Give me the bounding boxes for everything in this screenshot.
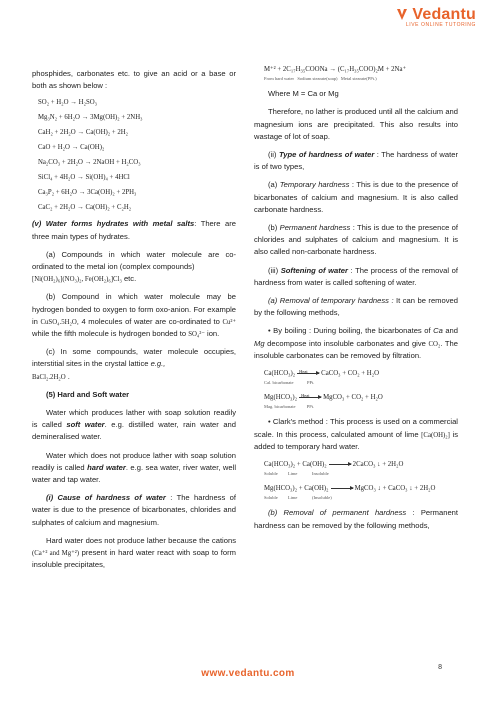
vedantu-logo-icon xyxy=(396,8,408,22)
where-line: Where M = Ca or Mg xyxy=(268,89,339,99)
brand-tagline: LIVE ONLINE TUTORING xyxy=(405,22,476,29)
hydrates-b: (b) Compound in which water molecule may be hydrogen bonded to oxygen to form oxo-anion. For example in CuSO₄.5H₂O, 4 molecules of water are co-ordinated to Cu²⁺ while the fifth molecule is hydrogen bonded to SO₄²⁻ ion. xyxy=(32,292,236,339)
section-heading-hard-soft: (5) Hard and Soft water xyxy=(46,389,130,399)
cause-of-hardness: (i) Cause of hardness of water : The hardness of water is due to the presence of bicarbonates, chlorides and sulphates of calcium and magnesium. xyxy=(32,493,236,527)
equation-3: CaH₂ + 2H₂O → Ca(OH)₂ + 2H₂ xyxy=(38,129,129,137)
equation-8: CaC₂ + 2H₂O → Ca(OH)₂ + C₂H₂ xyxy=(38,204,132,212)
removal-permanent: (b) Removal of permanent hardness : Permanent hardness can be removed by the following methods, xyxy=(254,508,458,530)
boiling-reaction-ca: Ca(HCO₃)₂ Heat CaCO₃ + CO₂ + H₂O Cal. bicarbonate PPt. xyxy=(264,369,379,386)
brand-name: Vedantu xyxy=(412,6,476,23)
heat-arrow: Heat xyxy=(299,397,321,398)
removal-temporary: (a) Removal of temporary hardness : It can be removed by the following methods, xyxy=(254,296,458,318)
page-number: 8 xyxy=(438,664,442,671)
clark-reaction-ca: Ca(HCO₃)₂ + Ca(OH)₂ 2CaCO₃ ↓ + 2H₂O Soluble Lime Insoluble xyxy=(264,461,404,477)
by-boiling: • By boiling : During boiling, the bicarbonates of Ca and Mg decompose into insoluble carbonates and give CO₂. The insoluble carbonates can be removed by filtration. xyxy=(254,326,459,360)
hydrates-a: (a) Compounds in which water molecule are co-ordinated to the metal ion (complex compounds) [Ni(OH₂)₆](NO₃)₂, Fe(OH₂)₆]Cl₃ etc. xyxy=(32,249,236,284)
soft-water-paragraph: Water which produces lather with soap solution readily is called soft water. e.g. distilled water, rain water and demineralised water. xyxy=(32,408,236,442)
footer-url[interactable]: www.vedantu.com xyxy=(201,668,295,679)
hydrates-paragraph: (v) Water forms hydrates with metal salts: There are three main types of hydrates. xyxy=(32,219,236,241)
therefore-paragraph: Therefore, no lather is produced until all the calcium and magnesium ions are precipitated. This also results into wastage of lot of soap. xyxy=(254,107,458,141)
hard-water-lather: Hard water does not produce lather because the cations (Ca⁺² and Mg⁺²) present in hard water react with soap to form insoluble precipitates, xyxy=(32,535,236,570)
vedantu-logo xyxy=(396,6,476,28)
equation-2: Mg₃N₂ + 6H₂O → 3Mg(OH)₂ + 2NH₃ xyxy=(38,114,143,122)
temporary-hardness: (a) Temporary hardness : This is due to the presence of bicarbonates of calcium and magnesium. It is also called carbonate hardness. xyxy=(254,180,459,214)
softening-of-water: (iii) Softening of water : The process of the removal of hardness from water is called softening of water. xyxy=(254,265,458,287)
equation-4: CaO + H₂O → Ca(OH)₂ xyxy=(38,144,105,152)
clark-reaction-mg: Mg(HCO₃)₂ + Ca(OH)₂ MgCO₃ ↓ + CaCO₃ ↓ + 2H₂O Soluble Lime (Insoluble) xyxy=(264,485,436,501)
equation-5: Na₂CO₃ + 2H₂O → 2NaOH + H₂CO₃ xyxy=(38,159,141,167)
complex-formula: [Ni(OH₂)₆](NO₃)₂, Fe(OH₂)₆]Cl₃ xyxy=(32,276,122,284)
types-of-hardness: (ii) Type of hardness of water : The hardness of water is of two types, xyxy=(254,150,458,172)
boiling-reaction-mg: Mg(HCO₃)₂ Heat MgCO₃ + CO₂ + H₂O Mag. bicarbonate PPt. xyxy=(264,393,383,410)
right-column xyxy=(254,64,458,538)
equation-7: Ca₃P₂ + 6H₂O → 3Ca(OH)₂ + 2PH₃ xyxy=(38,189,137,197)
left-column xyxy=(32,68,236,577)
intro-paragraph: phosphides, carbonates etc. to give an acid or a base or both as shown below : xyxy=(32,69,236,91)
equation-6: SiCl₄ + 4H₂O → Si(OH)₄ + 4HCl xyxy=(38,174,130,182)
hydrates-heading: (v) Water forms hydrates with metal salts xyxy=(32,219,195,229)
heat-arrow: Heat xyxy=(297,373,319,374)
equation-1: SO₂ + H₂O → H₂SO₃ xyxy=(38,99,98,107)
permanent-hardness: (b) Permanent hardness : This is due to the presence of chlorides and sulphates of calcium and magnesium. It is also called non-carbonate hardness. xyxy=(254,223,459,257)
soap-reaction: M⁺² + 2C₁₇H₃₅COONa → (C₁₇H₃₅COO)₂M + 2Na⁺ From hard water Sodium stearate(soap) Metal stearate(PPt.) xyxy=(264,66,407,82)
hard-water-paragraph: Water which does not produce lather with soap solution readily is called hard water. e.g. sea water, river water, well water and tap water. xyxy=(32,450,237,485)
clarks-method: • Clark's method : This process is used on a commercial scale. In this process, calculated amount of lime [Ca(OH)₂] is added to temporary hard water. xyxy=(254,417,459,451)
hydrates-c: (c) In some compounds, water molecule occupies, interstitial sites in the crystal lattice e.g., BaCl₂.2H₂O . xyxy=(32,347,236,381)
